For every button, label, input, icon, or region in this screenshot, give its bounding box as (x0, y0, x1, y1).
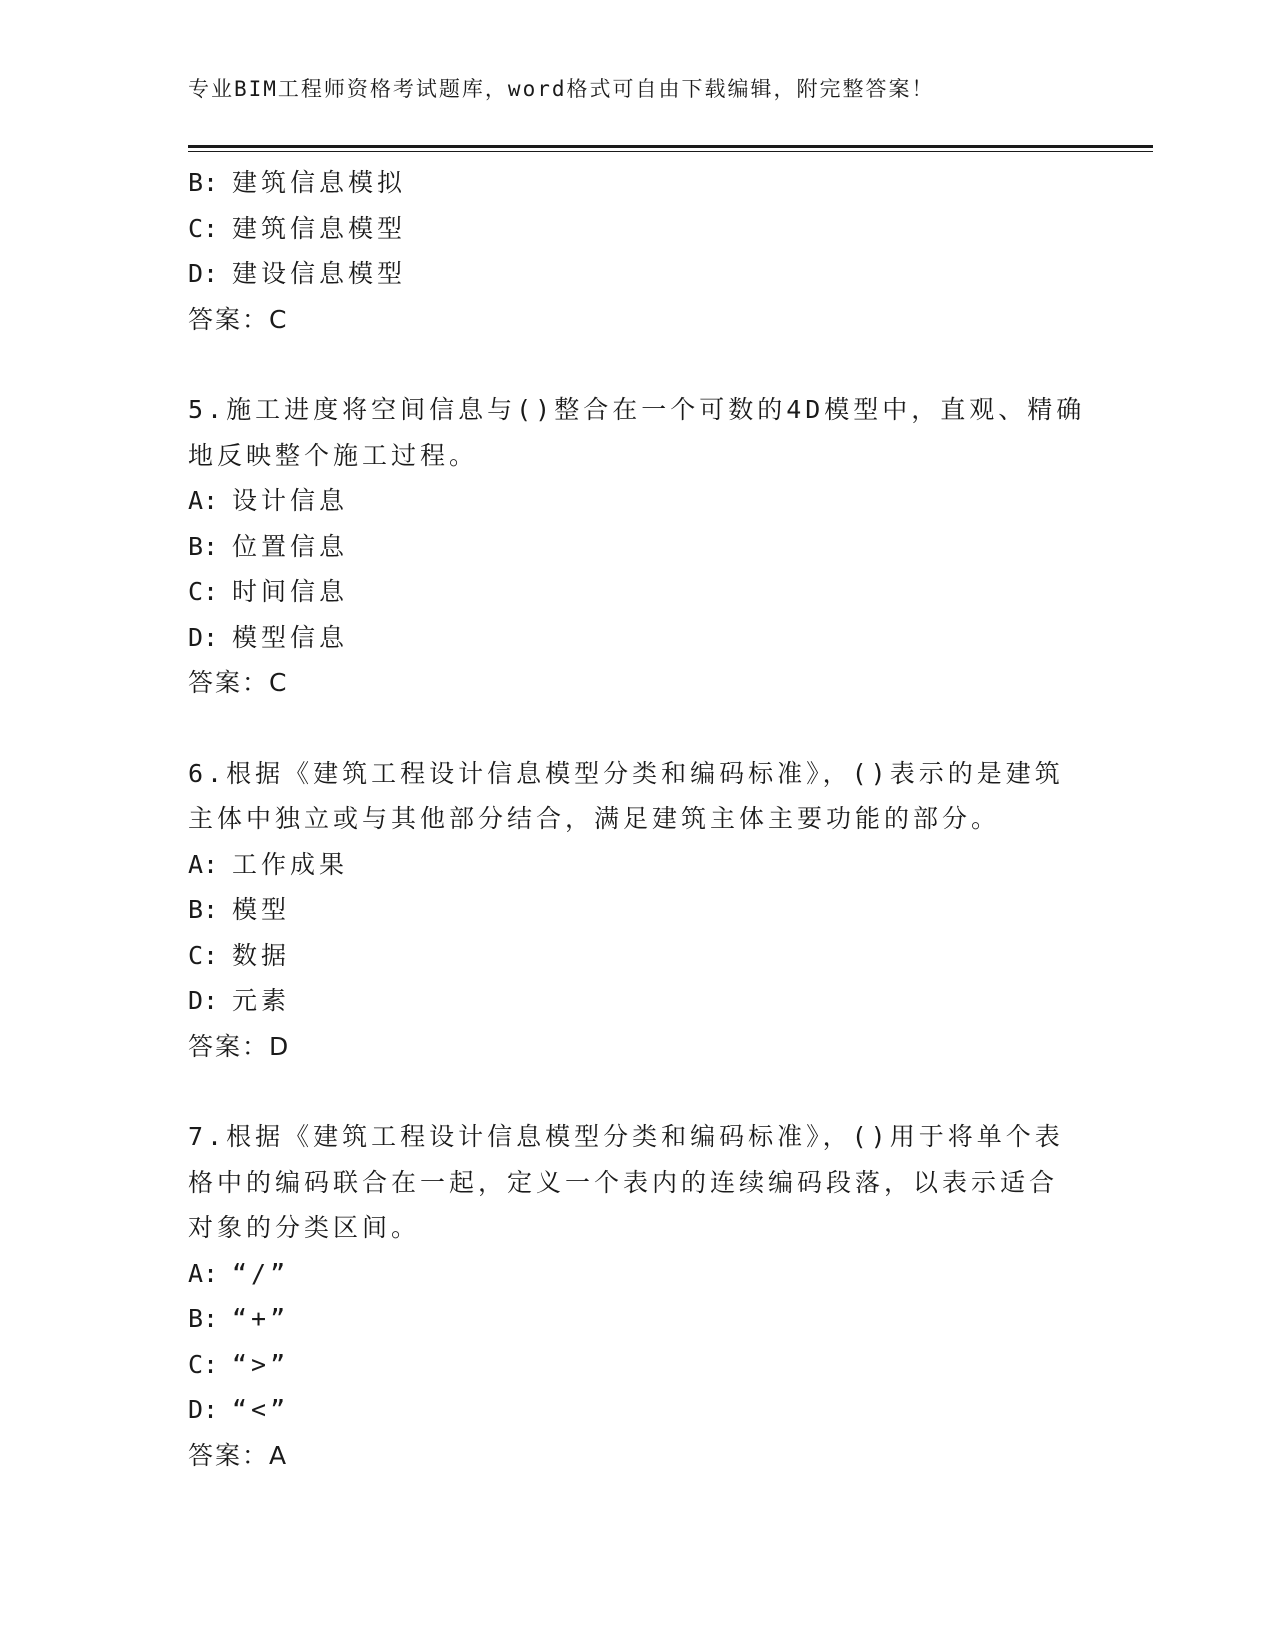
answer-option (188, 478, 1088, 524)
option-label: B: (188, 895, 219, 924)
answer-key: 答案：D (188, 1031, 291, 1061)
option-label: D: (188, 1395, 219, 1424)
question-text-line: 对象的分类区间。 (188, 1213, 421, 1242)
option-label: C: (188, 940, 219, 970)
option-text: 模型信息 (232, 622, 349, 652)
answer-key: 答案：C (188, 304, 289, 334)
option-label: A: (188, 486, 219, 515)
question-text-line: 格中的编码联合在一起，定义一个表内的连续编码段落，以表示适合 (188, 1167, 1059, 1197)
option-text: 位置信息 (232, 531, 349, 561)
answer-option (188, 251, 1088, 297)
answer-option (188, 524, 1088, 570)
page-header: 专业BIM工程师资格考试题库，word格式可自由下载编辑，附完整答案！ (188, 77, 935, 101)
answer-option (188, 1251, 1088, 1297)
question-text-line: 地反映整个施工过程。 (188, 440, 479, 470)
header-rule-thin (188, 151, 1153, 152)
block-spacer (188, 1069, 1088, 1114)
question-text-line: 5.施工进度将空间信息与()整合在一个可数的4D模型中，直观、精确 (188, 395, 1086, 424)
answer-key: 答案：C (188, 668, 289, 697)
question-block (188, 1114, 1088, 1478)
block-spacer (188, 706, 1088, 751)
option-text: 建设信息模型 (232, 259, 407, 288)
option-label: C: (188, 1349, 219, 1379)
answer-option (188, 887, 1088, 933)
option-text: “+” (232, 1304, 290, 1333)
option-label: D: (188, 259, 219, 288)
block-spacer (188, 342, 1088, 387)
question-text-line: 7.根据《建筑工程设计信息模型分类和编码标准》，()用于将单个表 (188, 1122, 1064, 1151)
answer-key: 答案：A (188, 1440, 289, 1470)
question-block (188, 387, 1088, 706)
option-text: 元素 (232, 986, 291, 1015)
option-text: 工作成果 (232, 849, 349, 879)
answer-option (188, 1387, 1088, 1433)
answer-option (188, 206, 1088, 252)
answer-option (188, 1342, 1088, 1388)
question-text-line: 6.根据《建筑工程设计信息模型分类和编码标准》，()表示的是建筑 (188, 758, 1064, 788)
answer-option (188, 933, 1088, 979)
answer-option (188, 569, 1088, 615)
header-rule-thick (188, 145, 1153, 148)
option-label: A: (188, 1258, 219, 1288)
option-label: A: (188, 849, 219, 879)
option-label: C: (188, 213, 219, 243)
option-text: 设计信息 (232, 486, 349, 515)
option-text: “/” (232, 1258, 290, 1288)
option-label: D: (188, 622, 219, 652)
answer-option (188, 160, 1088, 206)
option-text: 建筑信息模拟 (232, 168, 407, 197)
options-continuation (188, 160, 1088, 342)
option-text: 数据 (232, 940, 291, 970)
answer-option (188, 978, 1088, 1024)
option-label: B: (188, 531, 219, 561)
question-text-line: 主体中独立或与其他部分结合，满足建筑主体主要功能的部分。 (188, 804, 1001, 833)
option-label: B: (188, 168, 219, 197)
answer-option (188, 842, 1088, 888)
option-text: 模型 (232, 895, 291, 924)
answer-option (188, 615, 1088, 661)
option-text: 时间信息 (232, 577, 349, 606)
option-text: “>” (232, 1349, 290, 1379)
question-list (188, 160, 1088, 1478)
question-block (188, 751, 1088, 1070)
answer-option (188, 1296, 1088, 1342)
option-text: 建筑信息模型 (232, 213, 407, 243)
option-label: B: (188, 1304, 219, 1333)
option-text: “<” (232, 1395, 290, 1424)
option-label: D: (188, 986, 219, 1015)
option-label: C: (188, 577, 219, 606)
